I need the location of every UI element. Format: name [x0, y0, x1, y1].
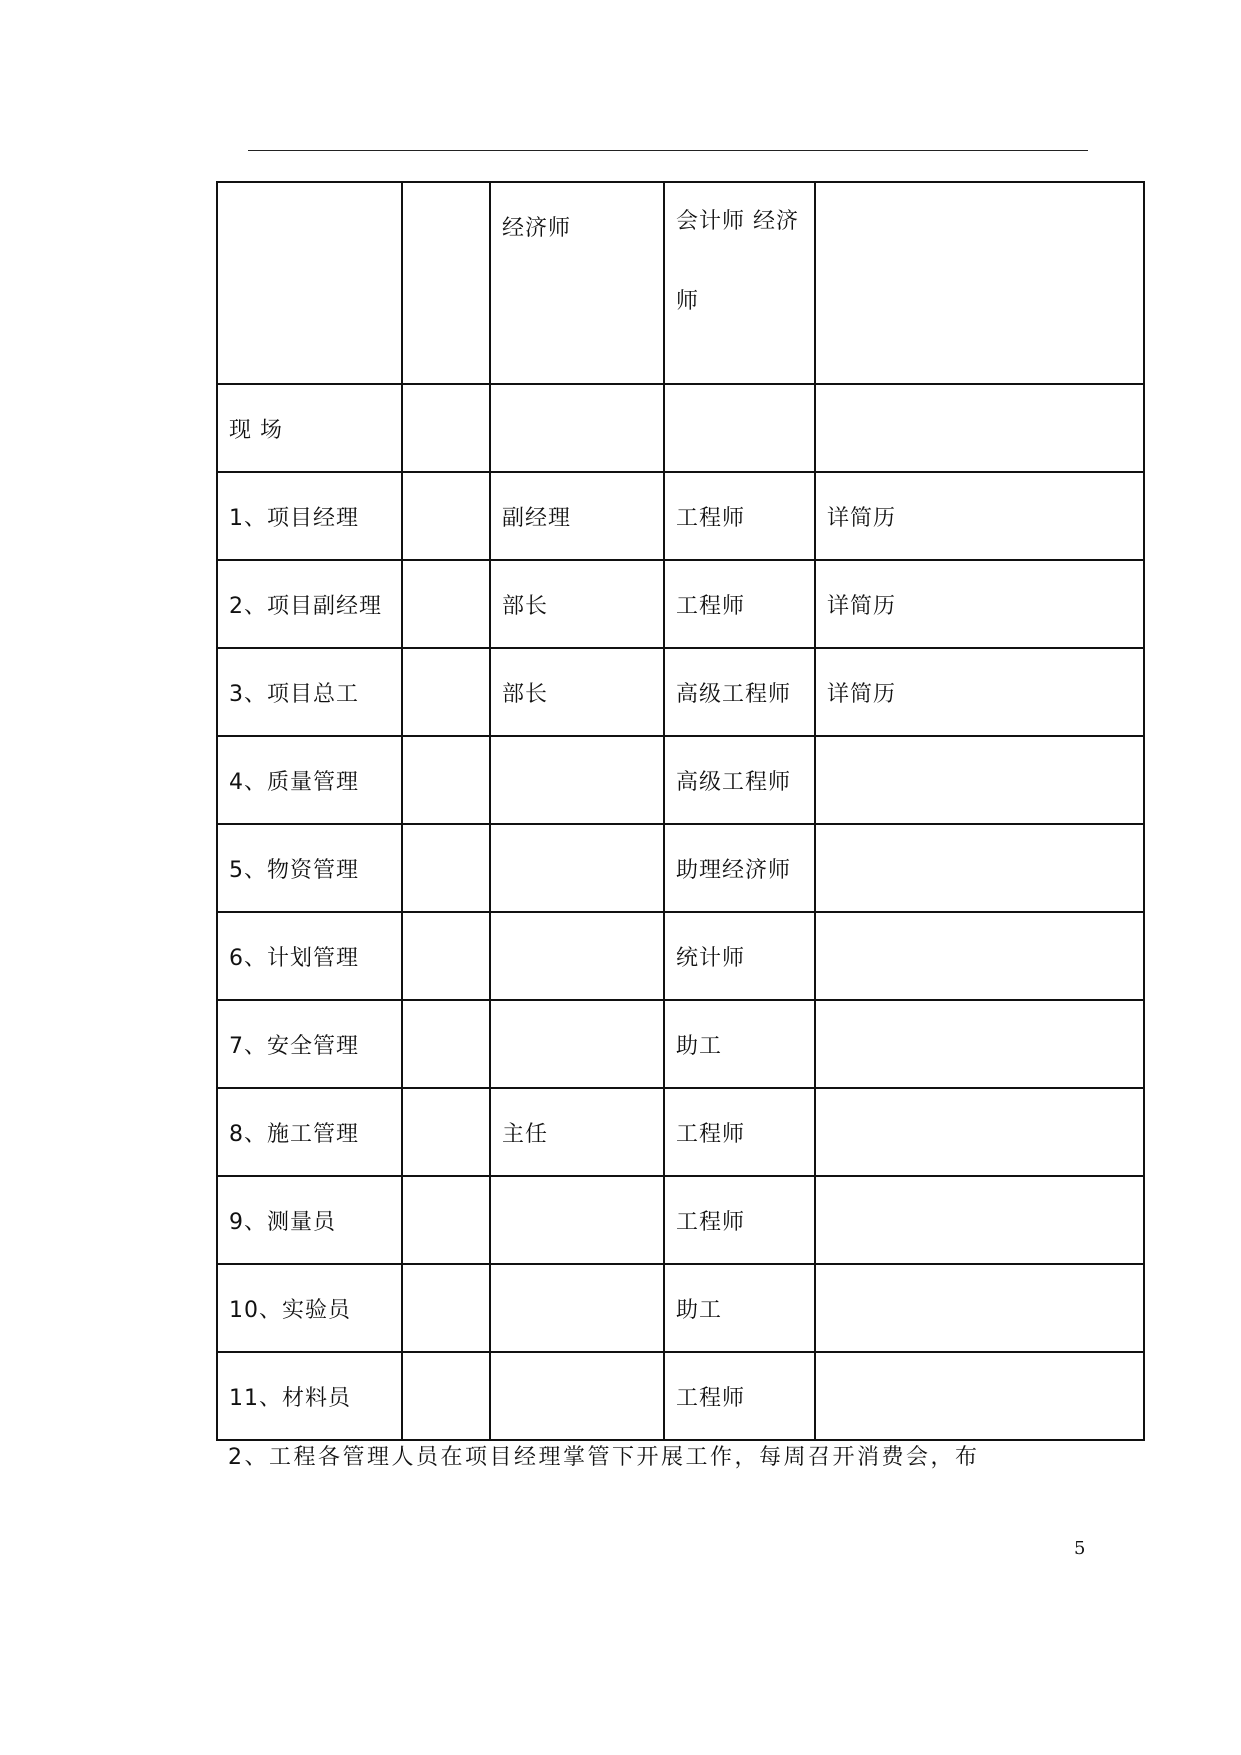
- body-paragraph: 2、工程各管理人员在项目经理掌管下开展工作，每周召开消费会，布: [228, 1445, 980, 1470]
- table-cell: [402, 472, 490, 560]
- page-number: 5: [1074, 1538, 1086, 1559]
- table-cell: 经济师: [490, 182, 664, 384]
- table-row: [217, 824, 1144, 912]
- table-cell: [402, 182, 490, 384]
- table-row: [217, 560, 1144, 648]
- table-cell: 9、测量员: [217, 1176, 402, 1264]
- table-cell: [490, 1352, 664, 1440]
- table-cell: [402, 1264, 490, 1352]
- table-row: [217, 1264, 1144, 1352]
- table-row: [217, 1176, 1144, 1264]
- table-cell: 助理经济师: [664, 824, 815, 912]
- table-cell: [402, 1352, 490, 1440]
- table-cell: 4、质量管理: [217, 736, 402, 824]
- table-cell: [402, 824, 490, 912]
- table-cell: 副经理: [490, 472, 664, 560]
- table-cell: [815, 384, 1144, 472]
- cell-line: 师: [676, 289, 700, 314]
- table-cell: 6、计划管理: [217, 912, 402, 1000]
- table-cell: [815, 912, 1144, 1000]
- table-cell: [815, 182, 1144, 384]
- table-cell: 部长: [490, 648, 664, 736]
- table-cell: 助工: [664, 1000, 815, 1088]
- table-cell: [402, 384, 490, 472]
- table-row: [217, 648, 1144, 736]
- table-cell: 2、项目副经理: [217, 560, 402, 648]
- table-row: [217, 384, 1144, 472]
- table-cell: [815, 824, 1144, 912]
- table-cell: 工程师: [664, 472, 815, 560]
- table-cell: [217, 182, 402, 384]
- table-cell: 11、材料员: [217, 1352, 402, 1440]
- table-cell: 现 场: [217, 384, 402, 472]
- table-cell: 统计师: [664, 912, 815, 1000]
- table-row: [217, 912, 1144, 1000]
- table-cell: [664, 182, 815, 384]
- table-cell: 7、安全管理: [217, 1000, 402, 1088]
- table-cell: [490, 1000, 664, 1088]
- table-cell: [402, 1000, 490, 1088]
- staff-table: [216, 181, 1145, 1441]
- table-cell: 主任: [490, 1088, 664, 1176]
- table-cell: [815, 1352, 1144, 1440]
- table-cell: 工程师: [664, 1176, 815, 1264]
- table-cell: [815, 1088, 1144, 1176]
- table-cell: 10、实验员: [217, 1264, 402, 1352]
- table-cell: [815, 736, 1144, 824]
- table-cell: 工程师: [664, 1352, 815, 1440]
- table-cell: 详简历: [815, 560, 1144, 648]
- table-cell: 高级工程师: [664, 736, 815, 824]
- table-cell: 3、项目总工: [217, 648, 402, 736]
- table-cell: [402, 648, 490, 736]
- table-row: [217, 472, 1144, 560]
- table-cell: 1、项目经理: [217, 472, 402, 560]
- table-cell: [402, 560, 490, 648]
- table-cell: [490, 384, 664, 472]
- table-cell: [402, 736, 490, 824]
- header-rule: [248, 150, 1088, 151]
- table-cell: [490, 736, 664, 824]
- table-row: [217, 182, 1144, 384]
- table-cell: 详简历: [815, 472, 1144, 560]
- table-cell: 部长: [490, 560, 664, 648]
- table-cell: [664, 384, 815, 472]
- table-cell: [402, 1176, 490, 1264]
- table-cell: [815, 1176, 1144, 1264]
- table-cell: 8、施工管理: [217, 1088, 402, 1176]
- table-cell: [490, 1264, 664, 1352]
- cell-line: 会计师 经济: [676, 209, 799, 234]
- table-cell: [402, 1088, 490, 1176]
- table-row: [217, 1352, 1144, 1440]
- table-row: [217, 1000, 1144, 1088]
- table-cell: 5、物资管理: [217, 824, 402, 912]
- table-row: [217, 736, 1144, 824]
- table-cell: [815, 1264, 1144, 1352]
- table-cell: [490, 912, 664, 1000]
- table-cell: 详简历: [815, 648, 1144, 736]
- table-cell: [402, 912, 490, 1000]
- table-cell: [490, 1176, 664, 1264]
- table-cell: [490, 824, 664, 912]
- table-row: [217, 1088, 1144, 1176]
- table-cell: 工程师: [664, 560, 815, 648]
- table-cell: [815, 1000, 1144, 1088]
- table-cell: 高级工程师: [664, 648, 815, 736]
- table-cell: 工程师: [664, 1088, 815, 1176]
- table-cell: 助工: [664, 1264, 815, 1352]
